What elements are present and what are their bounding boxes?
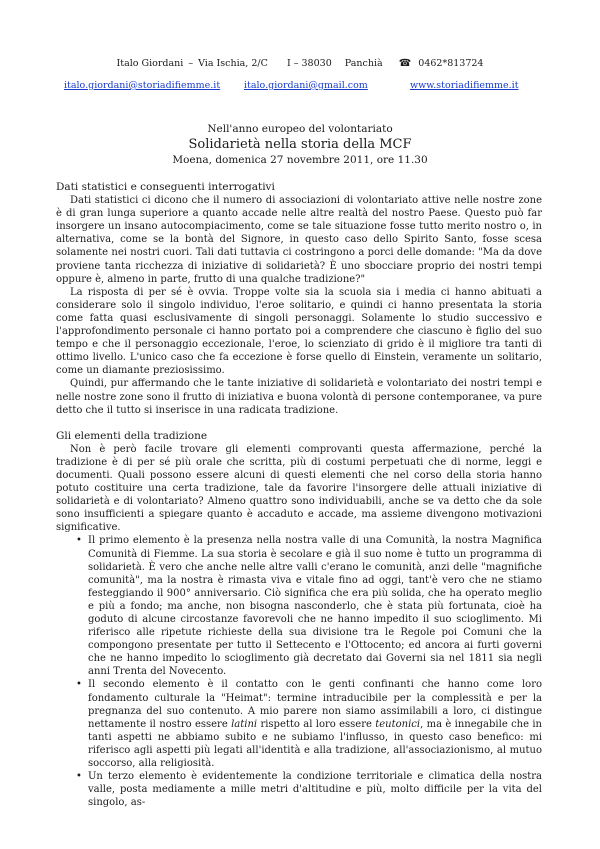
letterhead: Italo Giordani – Via Ischia, 2/C I – 38030 Panchià ☎ 0462*813724 bbox=[116, 58, 484, 69]
paragraph: Quindi, pur affermando che le tante iniziative di solidarietà e volontariato dei nostri tempi e nelle nostre zone sono il frutto di iniziativa e buona volontà di persone contemporanee, va pure detto che il tutto si inserisce in una radicata tradizione. bbox=[56, 378, 542, 416]
section-heading: Gli elementi della tradizione bbox=[56, 429, 208, 442]
email-link-primary[interactable]: italo.giordani@storiadifiemme.it bbox=[64, 80, 221, 91]
author-phone: 0462*813724 bbox=[418, 58, 484, 69]
author-name: Italo Giordani bbox=[116, 58, 184, 69]
author-town: Panchià bbox=[344, 58, 383, 69]
author-zip: I – 38030 bbox=[286, 58, 332, 69]
document-body bbox=[56, 181, 542, 809]
list-item: • Un terzo elemento è evidentemente la condizione territoriale e climatica della nostra valle, posta mediamente a mille metri d'altitudine e più, molto difficile per la vita del singolo, as- bbox=[88, 770, 542, 809]
telephone-icon: ☎ bbox=[398, 58, 412, 69]
email-link-secondary[interactable]: italo.giordani@gmail.com bbox=[244, 80, 368, 91]
title-date-place: Moena, domenica 27 novembre 2011, ore 11.30 bbox=[172, 154, 428, 166]
paragraph: Dati statistici ci dicono che il numero di associazioni di volontariato attive nelle nostre zone è di gran lunga superiore a quanto accade nelle altre realtà del nostro Paese. Questo può far insorgere un insano autocompiacimento, come se tale situazione fosse tutto merito nostro o, in alternativa, come se la bontà del Signore, in questo caso dello Spirito Santo, fosse scesa solamente nei nostri cuori. Tali dati tuttavia ci costringono a porci delle domande: "Ma da dove proviene tanta ricchezza di iniziative di solidarietà? È uno sbocciare proprio dei nostri tempi oppure è, almeno in parte, frutto di una qualche tradizione?" bbox=[56, 195, 542, 285]
bullet-list bbox=[56, 534, 542, 809]
title-line-1: Nell'anno europeo del volontariato bbox=[207, 123, 393, 135]
paragraph: Non è però facile trovare gli elementi comprovanti questa affermazione, perché la tradizione è di per sé più orale che scritta, più di costumi perpetuati che di norme, leggi e documenti. Quali possono essere alcuni di questi elementi che nel corso della storia hanno potuto costituire una certa tradizione, tale da favorire l'insorgere delle attuali iniziative di solidarietà e di volontariato? Almeno quattro sono individuabili, anche se va detto che da sole sono insufficienti a spiegare quanto è accaduto e accade, ma assieme divengono motivazioni significative. bbox=[56, 443, 542, 534]
main-title: Solidarietà nella storia della MCF bbox=[188, 137, 412, 152]
author-address: Via Ischia, 2/C bbox=[198, 58, 268, 69]
list-item: • Il primo elemento è la presenza nella nostra valle di una Comunità, la nostra Magnifica Comunità di Fiemme. La sua storia è secolare e già il suo nome è tutto un programma di solidarietà. È vero che anche nelle altre valli c'erano le comunità, anzi delle "magnifiche comunità", ma la nostra è rimasta viva e vitale fino ad oggi, tant'è vero che ne stiamo festeggiando il 900° anniversario. Ciò significa che era più solida, che ha operato meglio e più a fondo; ma anche, non bisogna nasconderlo, che è stata più fortunata, cioè ha goduto di alcune circostanze favorevoli che ne hanno impedito il suo scioglimento. Mi riferisco alle ripetute richieste della sua divisione tra le Regole poi Comuni che la compongono presentate per tutto il Settecento e l'Ottocento; ed ancora ai furti governi che ne hanno impedito lo scioglimento già decretato dai Governi sia nel 1811 sia negli anni Trenta del Novecento. bbox=[88, 534, 542, 678]
section-heading: Dati statistici e conseguenti interrogativi bbox=[56, 181, 275, 193]
list-item: • Il secondo elemento è il contatto con le genti confinanti che hanno come loro fondamento culturale la "Heimat": termine intraducibile per la complessità e per la pregnanza del suo contenuto. A mio parere non siamo assimilabili a loro, ci distingue nettamente il nostro essere latini rispetto al loro essere teutonici, ma è innegabile che in tanti aspetti ne abbiamo subito e ne subiamo l'influsso, in questo caso benefico: mi riferisco agli aspetti più legati all'identità e alla tradizione, all'associazionismo, al mutuo soccorso, alla religiosità. bbox=[88, 678, 542, 770]
website-link[interactable]: www.storiadifiemme.it bbox=[410, 80, 519, 91]
document-title-block bbox=[0, 122, 600, 167]
paragraph: La risposta di per sé è ovvia. Troppe volte sia la scuola sia i media ci hanno abituati a considerare solo il singolo individuo, l'eroe solitario, e quindi ci hanno presentata la storia come fatta quasi esclusivamente di singoli personaggi. Solamente lo studio successivo e l'approfondimento personale ci hanno portato poi a comprendere che ciascuno è figlio del suo tempo e che il personaggio eccezionale, l'eroe, lo scienziato di grido è il migliore tra tanti di ottimo livello. L'unico caso che fa eccezione è forse quello di Einstein, veramente un solitario, come un diamante preziosissimo. bbox=[56, 286, 542, 377]
